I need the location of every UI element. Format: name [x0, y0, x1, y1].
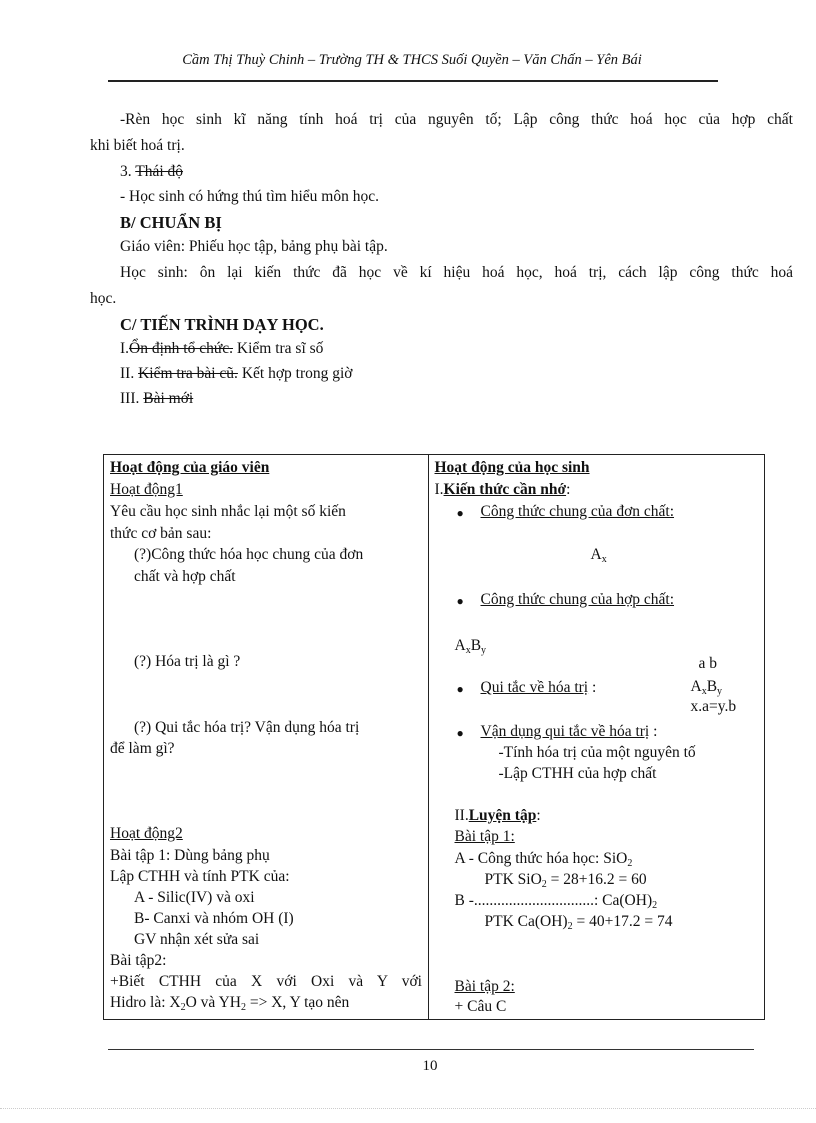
compound-formula-label: Công thức chung của hợp chất: — [480, 591, 675, 608]
apply-rule-colon: : — [649, 723, 658, 740]
apply-rule — [481, 723, 658, 741]
activity-1-label: Hoạt động1 — [110, 481, 183, 498]
exercise-2-line-1: +Biết CTHH của X với Oxi và Y với — [110, 973, 422, 990]
practice-label: Luyện tập — [468, 807, 537, 824]
teacher-column — [104, 455, 429, 1020]
page-header: Cầm Thị Thuỳ Chinh – Trường TH & THCS Suối Quyền – Văn Chấn – Yên Bái — [182, 52, 642, 68]
knowledge-heading — [435, 481, 571, 499]
item-3-text: - Học sinh có hứng thú tìm hiểu môn học. — [120, 188, 379, 205]
question-2: (?) Hóa trị là gì ? — [134, 653, 241, 670]
section-c-item-2 — [120, 364, 353, 384]
item-3-number-c: III. — [120, 390, 144, 407]
formula-a: A — [454, 637, 466, 654]
rule-formula — [691, 678, 723, 696]
item-1-text: Kiểm tra sĩ số — [233, 340, 324, 357]
subscript-2: 2 — [541, 879, 547, 890]
answer-b — [455, 892, 658, 910]
answer-b-text: B -...............................: Ca(OH) — [454, 892, 653, 909]
ptk-sio2 — [485, 871, 647, 889]
request-line-2: thức cơ bản sau: — [110, 525, 212, 542]
subscript-2: 2 — [627, 858, 633, 869]
hidro-text-2: O và YH — [185, 994, 241, 1011]
valence-rule — [481, 679, 597, 697]
subscript-y: y — [481, 645, 487, 656]
subscript-x: x — [465, 645, 471, 656]
item-3-number: 3. — [120, 163, 136, 180]
exercise-2-answer-label: Bài tập 2: — [454, 978, 515, 995]
practice-num: II. — [454, 807, 469, 824]
item-3-label-c: Bài mới — [143, 390, 194, 407]
exercise-2-answer: + Câu C — [454, 998, 507, 1015]
request-line-1: Yêu cầu học sinh nhắc lại một số kiến — [110, 503, 346, 520]
section-c-heading: C/ TIẾN TRÌNH DẠY HỌC. — [120, 315, 324, 334]
subscript-2: 2 — [652, 900, 658, 911]
item-3-label: Thái độ — [135, 163, 184, 180]
exercise-2-label: Bài tập2: — [110, 952, 167, 969]
section-b-teacher: Giáo viên: Phiếu học tập, bảng phụ bài tập. — [120, 238, 388, 255]
item-2-number: II. — [120, 365, 139, 382]
apply-rule-label: Vận dụng qui tắc về hóa trị — [480, 723, 650, 740]
subscript-y: y — [717, 686, 723, 697]
knowledge-label: Kiến thức cần nhớ — [443, 481, 567, 498]
item-2-text: Kết hợp trong giờ — [237, 365, 353, 382]
compound-formula — [455, 637, 487, 655]
activity-2-label: Hoạt động2 — [110, 825, 183, 842]
bullet-icon: ● — [456, 726, 464, 740]
question-1-line-1: (?)Công thức hóa học chung của đơn — [134, 546, 364, 563]
ptk-2-post: = 40+17.2 = 74 — [572, 913, 673, 930]
intro-line-2: khi biết hoá trị. — [90, 137, 185, 154]
item-2-label: Kiểm tra bài cũ. — [138, 365, 238, 382]
answer-a-text: A - Công thức hóa học: SiO — [454, 850, 628, 867]
exercise-1-label: Bài tập 1: Dùng bảng phụ — [110, 847, 270, 864]
formula-a: A — [690, 678, 702, 695]
ptk-1-pre: PTK SiO — [484, 871, 542, 888]
subscript-x: x — [601, 554, 607, 565]
teacher-column-header: Hoạt động của giáo viên — [110, 459, 270, 476]
page-bottom-border — [0, 1108, 816, 1109]
section-b-student-2: học. — [90, 290, 117, 307]
exercise-1-answer-label: Bài tập 1: — [454, 828, 515, 845]
practice-colon: : — [536, 807, 541, 824]
valence-rule-label: Qui tắc về hóa trị — [480, 679, 589, 696]
ptk-1-post: = 28+16.2 = 60 — [546, 871, 647, 888]
student-column-header: Hoạt động của học sinh — [434, 459, 590, 476]
item-1-number: I. — [120, 340, 130, 357]
subscript-2: 2 — [567, 921, 573, 932]
ptk-2-pre: PTK Ca(OH) — [484, 913, 568, 930]
exercise-1-task: Lập CTHH và tính PTK của: — [110, 868, 290, 885]
question-3-line-2: để làm gì? — [110, 740, 175, 757]
formula-b: B — [706, 678, 718, 695]
footer-divider — [108, 1049, 754, 1050]
item-3-attitude — [120, 162, 183, 182]
teacher-review: GV nhận xét sửa sai — [134, 931, 260, 948]
page-number: 10 — [422, 1058, 438, 1074]
item-1-label: Ổn định tổ chức. — [129, 340, 234, 357]
intro-line-1: -Rèn học sinh kĩ năng tính hoá trị của nguyên tố; Lập công thức hoá học của hợp chất — [120, 111, 793, 128]
bullet-icon: ● — [456, 506, 464, 520]
bullet-icon: ● — [456, 682, 464, 696]
header-divider — [108, 80, 718, 82]
valence-labels: a b — [698, 655, 718, 672]
knowledge-num: I. — [434, 481, 444, 498]
apply-item-1: -Tính hóa trị của một nguyên tố — [498, 744, 696, 761]
element-formula-label: Công thức chung của đơn chất: — [480, 503, 675, 520]
section-c-item-1 — [120, 339, 323, 359]
hidro-text-1: Hidro là: X — [110, 994, 181, 1011]
activity-table — [103, 454, 765, 1020]
student-column — [428, 455, 765, 1020]
apply-item-2: -Lập CTHH của hợp chất — [498, 765, 657, 782]
exercise-2-line-2 — [110, 994, 349, 1012]
section-b-student-1: Học sinh: ôn lại kiến thức đã học về kí hiệu hoá học, hoá trị, cách lập công thức hoá — [120, 264, 793, 281]
hidro-text-3: => X, Y tạo nên — [246, 994, 350, 1011]
question-1-line-2: chất và hợp chất — [134, 568, 236, 585]
rule-equation: x.a=y.b — [690, 698, 737, 715]
subscript-2: 2 — [180, 1002, 186, 1013]
valence-rule-colon: : — [588, 679, 597, 696]
knowledge-colon: : — [566, 481, 571, 498]
subscript-x: x — [701, 686, 707, 697]
question-3-line-1: (?) Qui tắc hóa trị? Vận dụng hóa trị — [134, 719, 360, 736]
subscript-2: 2 — [241, 1002, 246, 1013]
bullet-icon: ● — [456, 594, 464, 608]
section-c-item-3 — [120, 389, 193, 409]
formula-a: A — [590, 546, 602, 563]
practice-heading — [455, 807, 541, 825]
section-b-heading: B/ CHUẨN BỊ — [120, 213, 222, 232]
ptk-caoh2 — [485, 913, 673, 931]
answer-a — [455, 850, 633, 868]
element-formula — [591, 546, 607, 564]
formula-b: B — [470, 637, 482, 654]
exercise-1-part-a: A - Silic(IV) và oxi — [134, 889, 255, 906]
exercise-1-part-b: B- Canxi và nhóm OH (I) — [134, 910, 294, 927]
